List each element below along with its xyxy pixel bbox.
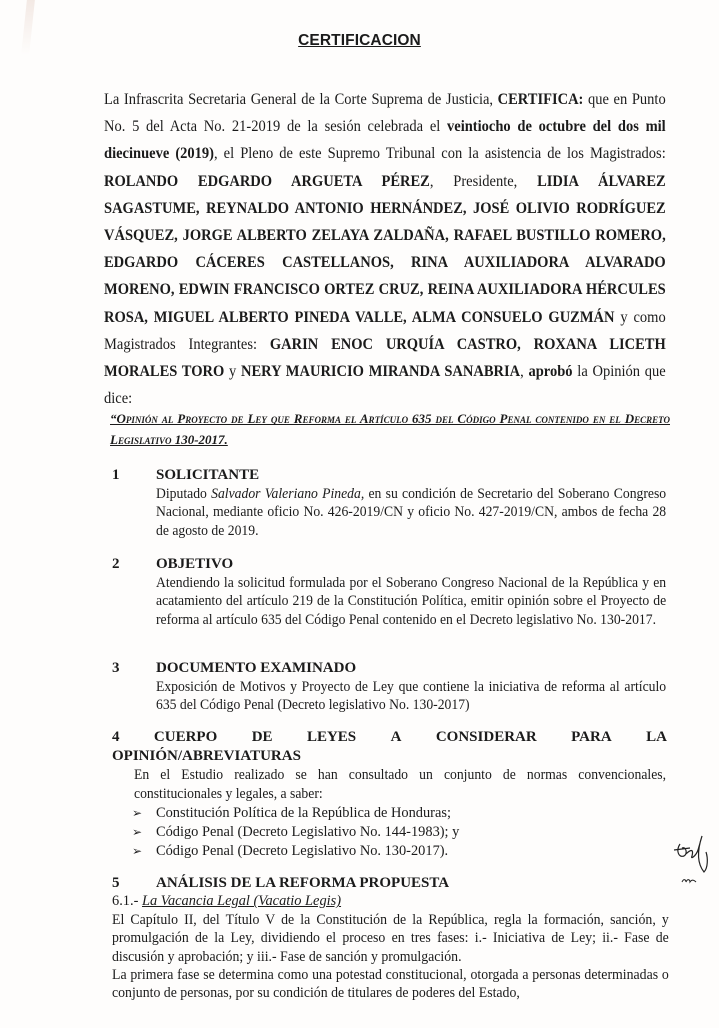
list-item — [132, 804, 667, 823]
section-documento-examinado — [112, 659, 666, 715]
section-heading-line2: OPINIÓN/ABREVIATURAS — [112, 748, 301, 764]
magistrates-list: LIDIA ÁLVAREZ SAGASTUME, REYNALDO ANTONIO HERNÁNDEZ, JOSÉ OLIVIO RODRÍGUEZ VÁSQUEZ, JORGE ALBERTO ZELAYA ZALDAÑA, RAFAEL BUSTILLO ROMERO, EDGARDO CÁCERES CASTELLANOS, RINA AUXILIADORA ALVARADO MORENO, EDWIN FRANCISCO ORTEZ CRUZ, REINA AUXILIADORA HÉRCULES ROSA, MIGUEL ALBERTO PINEDA VALLE, ALMA CONSUELO GUZMÁN — [104, 172, 666, 326]
opinion-title: “Opinión al Proyecto de Ley que Reforma el Artículo 635 del Código Penal contenido en el Decreto Legislativo 130-2017. — [110, 411, 670, 447]
heading-word: LA — [646, 729, 667, 745]
heading-word: DE — [251, 729, 273, 745]
subsection-number: 6.1.- — [112, 893, 142, 910]
section-body — [156, 485, 666, 541]
section-number: 2 — [112, 556, 120, 572]
heading-word: CONSIDERAR — [435, 729, 537, 745]
heading-word: CUERPO — [153, 729, 218, 745]
heading-word: PARA — [571, 729, 612, 745]
analysis-paragraph: El Capítulo II, del Título V de la Constitución de la República, regla la formación, sanción, y promulgación de la Ley, dividiendo el proceso en tres fases: i.- Iniciativa de Ley; ii.- Fase de discusión y aprobación; y iii.- Fase de sanción y promulgación. — [112, 911, 669, 965]
integrating-magistrate-last: NERY MAURICIO MIRANDA SANABRIA — [241, 363, 521, 381]
section-solicitante — [112, 466, 666, 540]
deputy-name: Salvador Valeriano Pineda, — [211, 485, 365, 502]
intro-text: , — [520, 363, 529, 381]
heading-word: LEYES — [306, 729, 357, 745]
list-item-text: Constitución Política de la República de Honduras; — [156, 805, 451, 821]
list-item — [132, 842, 667, 861]
certifica-label: CERTIFICA: — [497, 91, 584, 108]
section-body: En el Estudio realizado se han consultado un conjunto de normas convencionales, constitucionales y legales, a saber: — [134, 767, 666, 802]
intro-text: la Opinión que dice: — [104, 363, 666, 408]
handwritten-initials-signature — [668, 828, 718, 888]
approved-word: aprobó — [528, 363, 573, 381]
body-text: Diputado — [156, 485, 212, 502]
president-label: , Presidente, — [429, 172, 538, 190]
section-objetivo — [112, 555, 666, 629]
arrow-bullet-icon: ➢ — [132, 844, 143, 858]
section-body: Exposición de Motivos y Proyecto de Ley que contiene la iniciativa de reforma al artículo 635 del Código Penal (Decreto legislativo No. 130-2017) — [156, 678, 667, 714]
laws-list — [132, 804, 667, 861]
section-heading-text: ANÁLISIS DE LA REFORMA PROPUESTA — [156, 875, 450, 891]
section-number: 5 — [112, 875, 120, 891]
intro-text: y — [224, 363, 242, 381]
document-title: CERTIFICACION — [298, 32, 421, 49]
section-body: Atendiendo la solicitud formulada por el Soberano Congreso Nacional de la República y en acatamiento del artículo 219 de la Constitución Política, emitir opinión sobre el Proyecto de reforma al artículo 635 del Código Penal contenido en el Decreto legislativo No. 130-2017. — [156, 574, 667, 628]
intro-text: y como Magistrados Integrantes: — [104, 308, 666, 353]
section-heading — [112, 728, 667, 747]
heading-word: A — [390, 729, 402, 745]
intro-text: La Infrascrita Secretaria General de la Corte Suprema de Justicia, — [104, 91, 498, 108]
president-name: ROLANDO EDGARDO ARGUETA PÉREZ — [104, 172, 430, 190]
intro-text: que en Punto No. 5 del Acta No. 21-2019 de la sesión celebrada el — [104, 91, 666, 136]
session-date: veintiocho de octubre del dos mil diecinueve (2019) — [104, 118, 666, 163]
intro-paragraph — [104, 86, 666, 412]
section-cuerpo-de-leyes — [112, 728, 667, 861]
arrow-bullet-icon: ➢ — [132, 825, 143, 839]
section-number: 4 — [112, 729, 120, 745]
intro-text: , el Pleno de este Supremo Tribunal con la asistencia de los Magistrados: — [213, 145, 666, 163]
body-text: en su condición de Secretario del Soberano Congreso Nacional, mediante oficio No. 426-2019/CN y oficio No. 427-2019/CN, ambos de fecha 28 de agosto de 2019. — [156, 485, 667, 539]
integrating-magistrates: GARIN ENOC URQUÍA CASTRO, ROXANA LICETH MORALES TORO — [104, 335, 666, 381]
analysis-paragraph: La primera fase se determina como una potestad constitucional, otorgada a personas determinadas o conjunto de personas, por su condición de titulares de poderes del Estado, — [112, 967, 669, 1002]
subsection-heading — [112, 892, 668, 910]
section-heading: SOLICITANTE — [156, 467, 260, 483]
section-heading — [112, 874, 668, 892]
section-number: 3 — [112, 660, 120, 676]
subsection-title: La Vacancia Legal (Vacatio Legis) — [141, 893, 342, 910]
arrow-bullet-icon: ➢ — [132, 806, 143, 820]
list-item-text: Código Penal (Decreto Legislativo No. 130-2017). — [156, 843, 449, 859]
section-heading: DOCUMENTO EXAMINADO — [156, 660, 357, 676]
section-analisis — [112, 874, 668, 1003]
section-number: 1 — [112, 467, 120, 483]
list-item — [132, 823, 667, 842]
list-item-text: Código Penal (Decreto Legislativo No. 144-1983); y — [156, 824, 460, 840]
section-heading: OBJETIVO — [156, 556, 234, 572]
